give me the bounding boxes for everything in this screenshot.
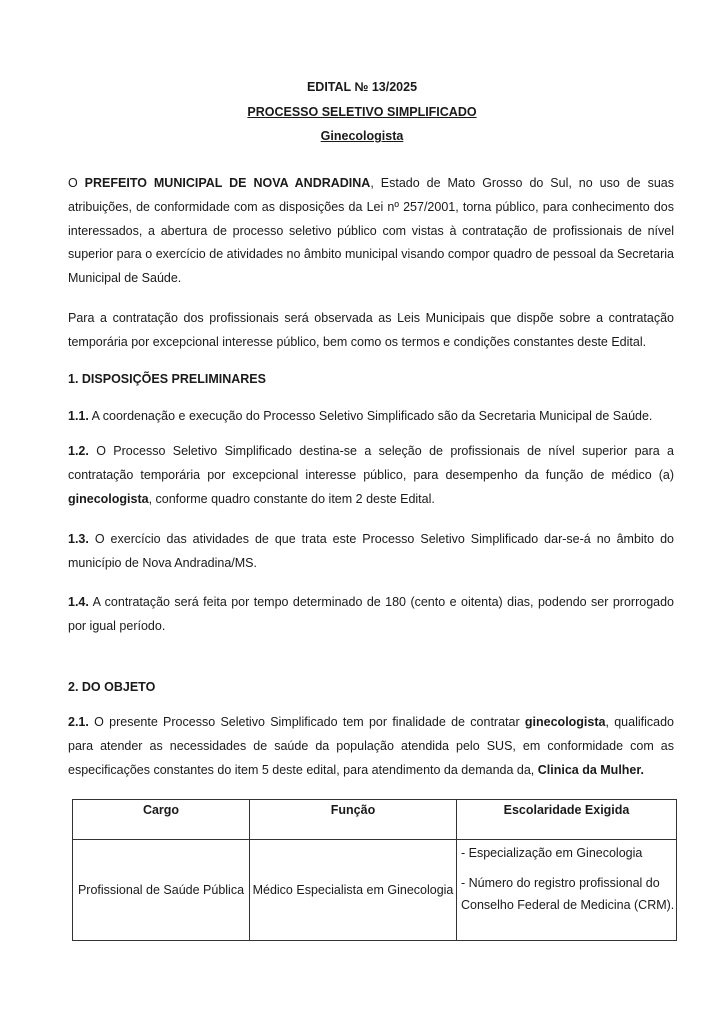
position-title: Ginecologista	[320, 129, 404, 143]
intro-paragraph: O PREFEITO MUNICIPAL DE NOVA ANDRADINA, Estado de Mato Grosso do Sul, no uso de suas atribuições, de conformidade com as disposições da Lei nº 257/2001, torna público, para conhecimento dos interessados, a abertura de processo seletivo público com vistas à contratação de profissionais de nível superior para o exercício de atividades no âmbito municipal visando compor quadro de pessoal da Secretaria Municipal de Saúde.	[68, 176, 674, 286]
cell-cargo: Profissional de Saúde Pública	[73, 840, 250, 941]
item-2-1: 2.1. O presente Processo Seletivo Simplificado tem por finalidade de contratar ginecologista, qualificado para atender as necessidades de saúde da população atendida pelo SUS, em conformidade com as especificações constantes do item 5 deste edital, para atendimento da demanda da, Clinica da Mulher.	[68, 715, 675, 777]
item-1-2: 1.2. O Processo Seletivo Simplificado destina-se a seleção de profissionais de nível superior para a contratação temporária por excepcional interesse público, para desempenho da função de médico (a) ginecologista, conforme quadro constante do item 2 deste Edital.	[68, 444, 674, 506]
header-funcao: Função	[250, 800, 457, 840]
cell-escolaridade	[457, 840, 677, 941]
mayor-title: PREFEITO MUNICIPAL DE NOVA ANDRADINA	[84, 176, 371, 190]
header-cargo: Cargo	[73, 800, 250, 840]
requirement-specialization: - Especialização em Ginecologia	[461, 846, 643, 860]
item-1-3: 1.3. O exercício das atividades de que trata este Processo Seletivo Simplificado dar-se-á no âmbito do município de Nova Andradina/MS.	[68, 532, 674, 570]
edital-number: EDITAL № 13/2025	[306, 80, 418, 94]
cell-funcao: Médico Especialista em Ginecologia	[250, 840, 457, 941]
section-2-title: 2. DO OBJETO	[68, 680, 156, 694]
contract-paragraph: Para a contratação dos profissionais será observada as Leis Municipais que dispõe sobre a contratação temporária por excepcional interesse público, bem como os termos e condições constantes deste Edital.	[68, 311, 674, 349]
requirement-crm: - Número do registro profissional do Conselho Federal de Medicina (CRM).	[461, 876, 675, 912]
table-header-row	[73, 800, 677, 840]
item-1-4: 1.4. A contratação será feita por tempo determinado de 180 (cento e oitenta) dias, podendo ser prorrogado por igual período.	[68, 595, 674, 633]
table-row	[73, 840, 677, 941]
section-1-title: 1. DISPOSIÇÕES PRELIMINARES	[68, 372, 266, 386]
item-1-1: 1.1. A coordenação e execução do Processo Seletivo Simplificado são da Secretaria Municipal de Saúde.	[68, 409, 653, 423]
header-escolaridade: Escolaridade Exigida	[457, 800, 677, 840]
process-title: PROCESSO SELETIVO SIMPLIFICADO	[247, 105, 477, 119]
position-table	[72, 799, 677, 941]
